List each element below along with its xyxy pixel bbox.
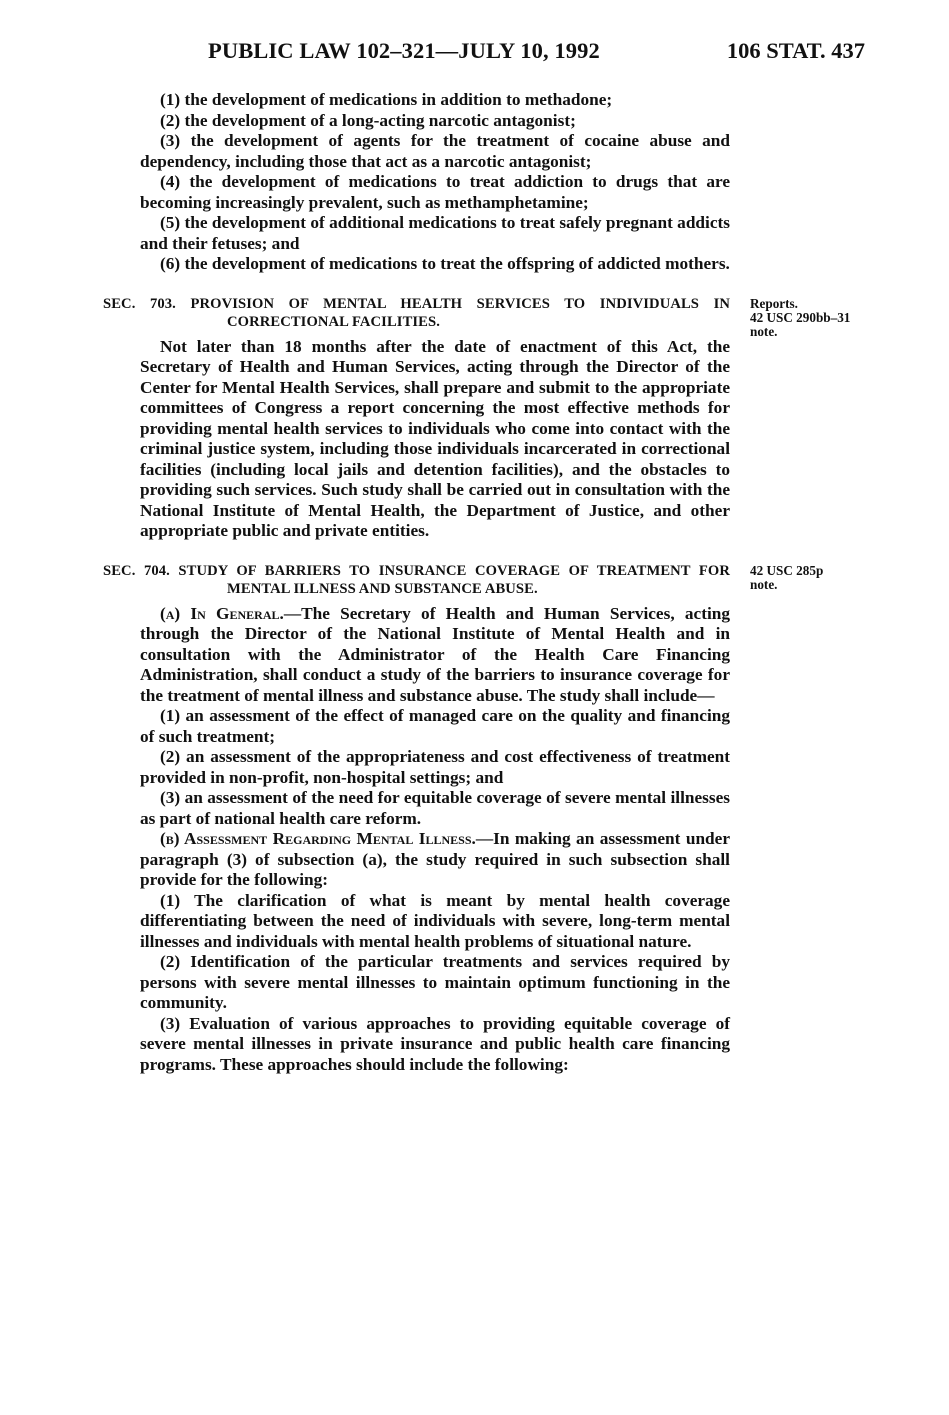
- section-704: [103, 562, 824, 598]
- list-item: (6) the development of medications to treat the offspring of addicted mothers.: [160, 254, 730, 273]
- margin-note-line: 42 USC 285p: [750, 562, 824, 578]
- list-item: (2) an assessment of the appropriateness and cost effectiveness of treatment provided in non-profit, non-hospital settings; and: [140, 747, 730, 787]
- subsection-a-label: (a) In General.: [160, 603, 284, 623]
- list-item: (1) an assessment of the effect of managed care on the quality and financing of such treatment;: [140, 706, 730, 746]
- subsection-a: [140, 604, 730, 707]
- intro-list: [140, 90, 730, 275]
- document-body: [103, 90, 851, 1075]
- section-703-heading: SEC. 703. PROVISION OF MENTAL HEALTH SERVICES TO INDIVIDUALS IN CORRECTIONAL FACILITIES.: [103, 295, 730, 330]
- subsection-b: [140, 829, 730, 891]
- margin-note-line: 42 USC 290bb–31: [750, 309, 851, 325]
- list-item: (2) Identification of the particular treatments and services required by persons with severe mental illnesses to maintain optimum functioning in the community.: [140, 952, 730, 1012]
- margin-note-703: [750, 297, 890, 339]
- stat-page-number: 106 STAT. 437: [726, 38, 865, 63]
- subsection-a-text: —The Secretary of Health and Human Services, acting through the Director of the National Institute of Mental Health and in consultation with the Administrator of the Health Care Financing Administration, shall conduct a study of the barriers to insurance coverage for the treatment of mental illness and substance abuse. The study shall include—: [140, 603, 730, 705]
- list-item: (3) the development of agents for the treatment of cocaine abuse and dependency, including those that act as a narcotic antagonist;: [140, 131, 730, 171]
- section-704-heading: SEC. 704. STUDY OF BARRIERS TO INSURANCE COVERAGE OF TREATMENT FOR MENTAL ILLNESS AND SUBSTANCE ABUSE.: [103, 562, 730, 597]
- subsection-b-text: —In making an assessment under paragraph (3) of subsection (a), the study required in such subsection shall provide for the following:: [140, 829, 731, 889]
- list-item: (2) the development of a long-acting narcotic antagonist;: [160, 110, 576, 130]
- subsection-b-list: [140, 891, 730, 1076]
- list-item: (1) the development of medications in addition to methadone;: [160, 90, 613, 109]
- subsection-b-label: (b) Assessment Regarding Mental Illness.: [160, 829, 476, 848]
- page-header: [0, 38, 949, 72]
- section-703-text: Not later than 18 months after the date of enactment of this Act, the Secretary of Health and Human Services, acting through the Director of the Center for Mental Health Services, shall prepare and submit to the appropriate committees of Congress a report concerning the most effective methods for providing mental health services to individuals who come into contact with the criminal justice system, including those individuals incarcerated in correctional facilities (including local jails and detention facilities), and the obstacles to providing such services. Such study shall be carried out in consultation with the National Institute of Mental Health, the Department of Justice, and other appropriate public and private entities.: [140, 336, 730, 540]
- list-item: (1) The clarification of what is meant by mental health coverage differentiating between the need of individuals with severe, long-term mental illnesses and individuals with mental health problems of situational nature.: [140, 890, 730, 951]
- page-title: PUBLIC LAW 102–321—JULY 10, 1992: [208, 38, 600, 63]
- margin-note-line: note.: [750, 323, 778, 339]
- list-item: (4) the development of medications to treat addiction to drugs that are becoming increasingly prevalent, such as methamphetamine;: [140, 172, 730, 212]
- margin-note-line: note.: [750, 576, 778, 592]
- margin-note-704: [750, 564, 890, 592]
- list-item: (5) the development of additional medications to treat safely pregnant addicts and their fetuses; and: [140, 213, 730, 253]
- list-item: (3) an assessment of the need for equitable coverage of severe mental illnesses as part of national health care reform.: [140, 788, 730, 828]
- subsection-a-list: [140, 706, 730, 829]
- section-703: [103, 295, 851, 339]
- margin-note-line: Reports.: [750, 295, 798, 311]
- list-item: (3) Evaluation of various approaches to providing equitable coverage of severe mental illnesses in private insurance and public health care financing programs. These approaches should include the following:: [140, 1013, 730, 1074]
